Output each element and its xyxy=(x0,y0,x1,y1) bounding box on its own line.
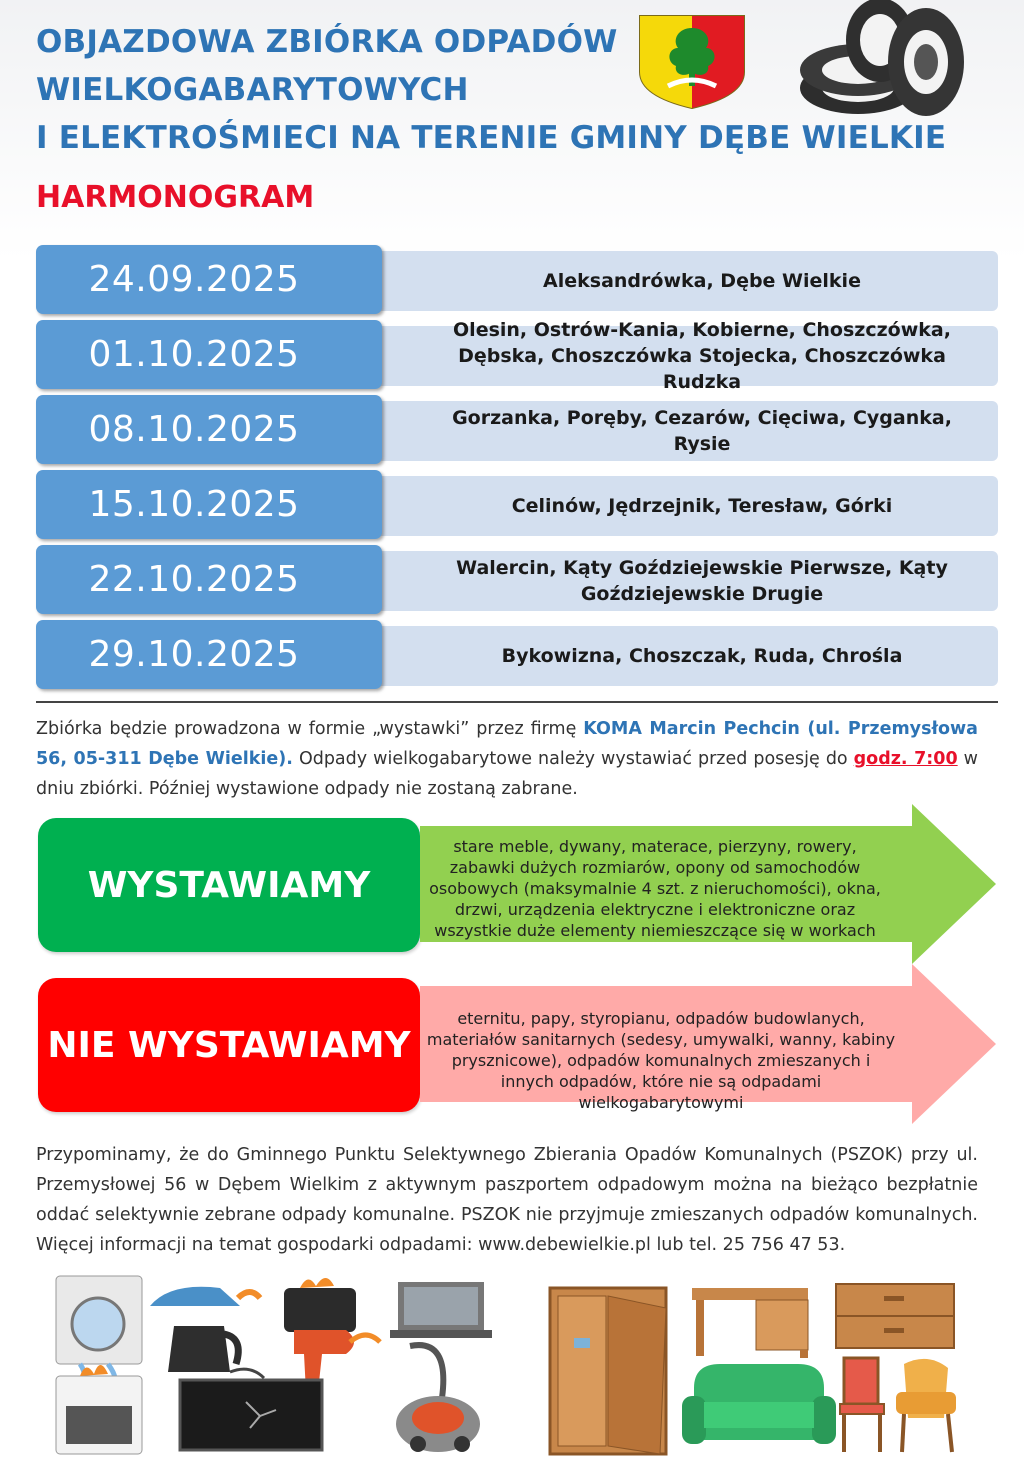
info-text: Odpady wielkogabarytowe należy wystawiać przed posesję do xyxy=(292,749,854,769)
forbidden-items: eternitu, papy, styropianu, odpadów budowlanych, materiałów sanitarnych (sedesy, umywalki, wanny, kabiny prysznicowe), odpadów komunalnych zmieszanych i innych odpadów, które nie są odpadami wielkogabarytowymi xyxy=(426,1009,896,1112)
schedule-heading: HARMONOGRAM xyxy=(36,180,315,215)
schedule-date: 29.10.2025 xyxy=(36,620,382,689)
company-name: KOMA Marcin Pechcin (ul. Przemysłowa 56, 05-311 Dębe Wielkie). xyxy=(36,719,978,769)
schedule-date: 22.10.2025 xyxy=(36,545,382,614)
allowed-arrow xyxy=(420,804,996,964)
schedule-places: Gorzanka, Poręby, Cezarów, Cięciwa, Cyganka, Rysie xyxy=(376,401,998,461)
schedule-date: 01.10.2025 xyxy=(36,320,382,389)
schedule-date: 15.10.2025 xyxy=(36,470,382,539)
schedule-row xyxy=(36,320,998,395)
municipal-crest-icon xyxy=(638,14,746,110)
title-line-3: I ELEKTROŚMIECI NA TERENIE GMINY DĘBE WIELKIE xyxy=(36,120,947,156)
schedule-row xyxy=(36,245,998,320)
schedule-row xyxy=(36,470,998,545)
title-line-2: WIELKOGABARYTOWYCH xyxy=(36,72,469,108)
forbidden-arrow xyxy=(420,964,996,1124)
title-line-1: OBJAZDOWA ZBIÓRKA ODPADÓW xyxy=(36,24,618,60)
schedule-date: 24.09.2025 xyxy=(36,245,382,314)
schedule-row xyxy=(36,620,998,695)
broken-electronics-icon xyxy=(50,1268,510,1458)
allowed-items: stare meble, dywany, materace, pierzyny, rowery, zabawki dużych rozmiarów, opony od samochodów osobowych (maksymalnie 4 szt. z nieruchomości), okna, drzwi, urządzenia elektryczne i elektroniczne oraz wszystkie duże elementy niemieszczące się w workach xyxy=(429,837,881,940)
schedule-places: Walercin, Kąty Goździejewskie Pierwsze, Kąty Goździejewskie Drugie xyxy=(376,551,998,611)
info-text: w dniu zbiórki. Później wystawione odpady nie zostaną zabrane. xyxy=(36,749,978,799)
schedule-row xyxy=(36,395,998,470)
schedule-places: Bykowizna, Choszczak, Ruda, Chrośla xyxy=(376,626,998,686)
tires-icon xyxy=(798,0,968,120)
schedule-date: 08.10.2025 xyxy=(36,395,382,464)
deadline-time: godz. 7:00 xyxy=(853,749,958,769)
schedule-row xyxy=(36,545,998,620)
schedule-places: Celinów, Jędrzejnik, Teresław, Górki xyxy=(376,476,998,536)
schedule-places: Aleksandrówka, Dębe Wielkie xyxy=(376,251,998,311)
forbidden-label: NIE WYSTAWIAMY xyxy=(38,978,420,1112)
divider xyxy=(36,701,998,703)
old-furniture-icon xyxy=(544,1268,964,1458)
allowed-label: WYSTAWIAMY xyxy=(38,818,420,952)
schedule-table xyxy=(36,245,998,695)
pszok-reminder: Przypominamy, że do Gminnego Punktu Selektywnego Zbierania Opadów Komunalnych (PSZOK) przy ul. Przemysłowej 56 w Dębem Wielkim z aktywnym paszportem odpadowym można na bieżąco bezpłatnie oddać selektywnie zebrane odpady komunalne. PSZOK nie przyjmuje zmieszanych odpadów komunalnych. Więcej informacji na temat gospodarki odpadami: www.debewielkie.pl lub tel. 25 756 47 53. xyxy=(36,1145,978,1255)
collection-info xyxy=(36,714,978,804)
schedule-places: Olesin, Ostrów-Kania, Kobierne, Choszczówka, Dębska, Choszczówka Stojecka, Choszczówka Rudzka xyxy=(376,326,998,386)
info-text: Zbiórka będzie prowadzona w formie „wystawki” przez firmę xyxy=(36,719,584,739)
